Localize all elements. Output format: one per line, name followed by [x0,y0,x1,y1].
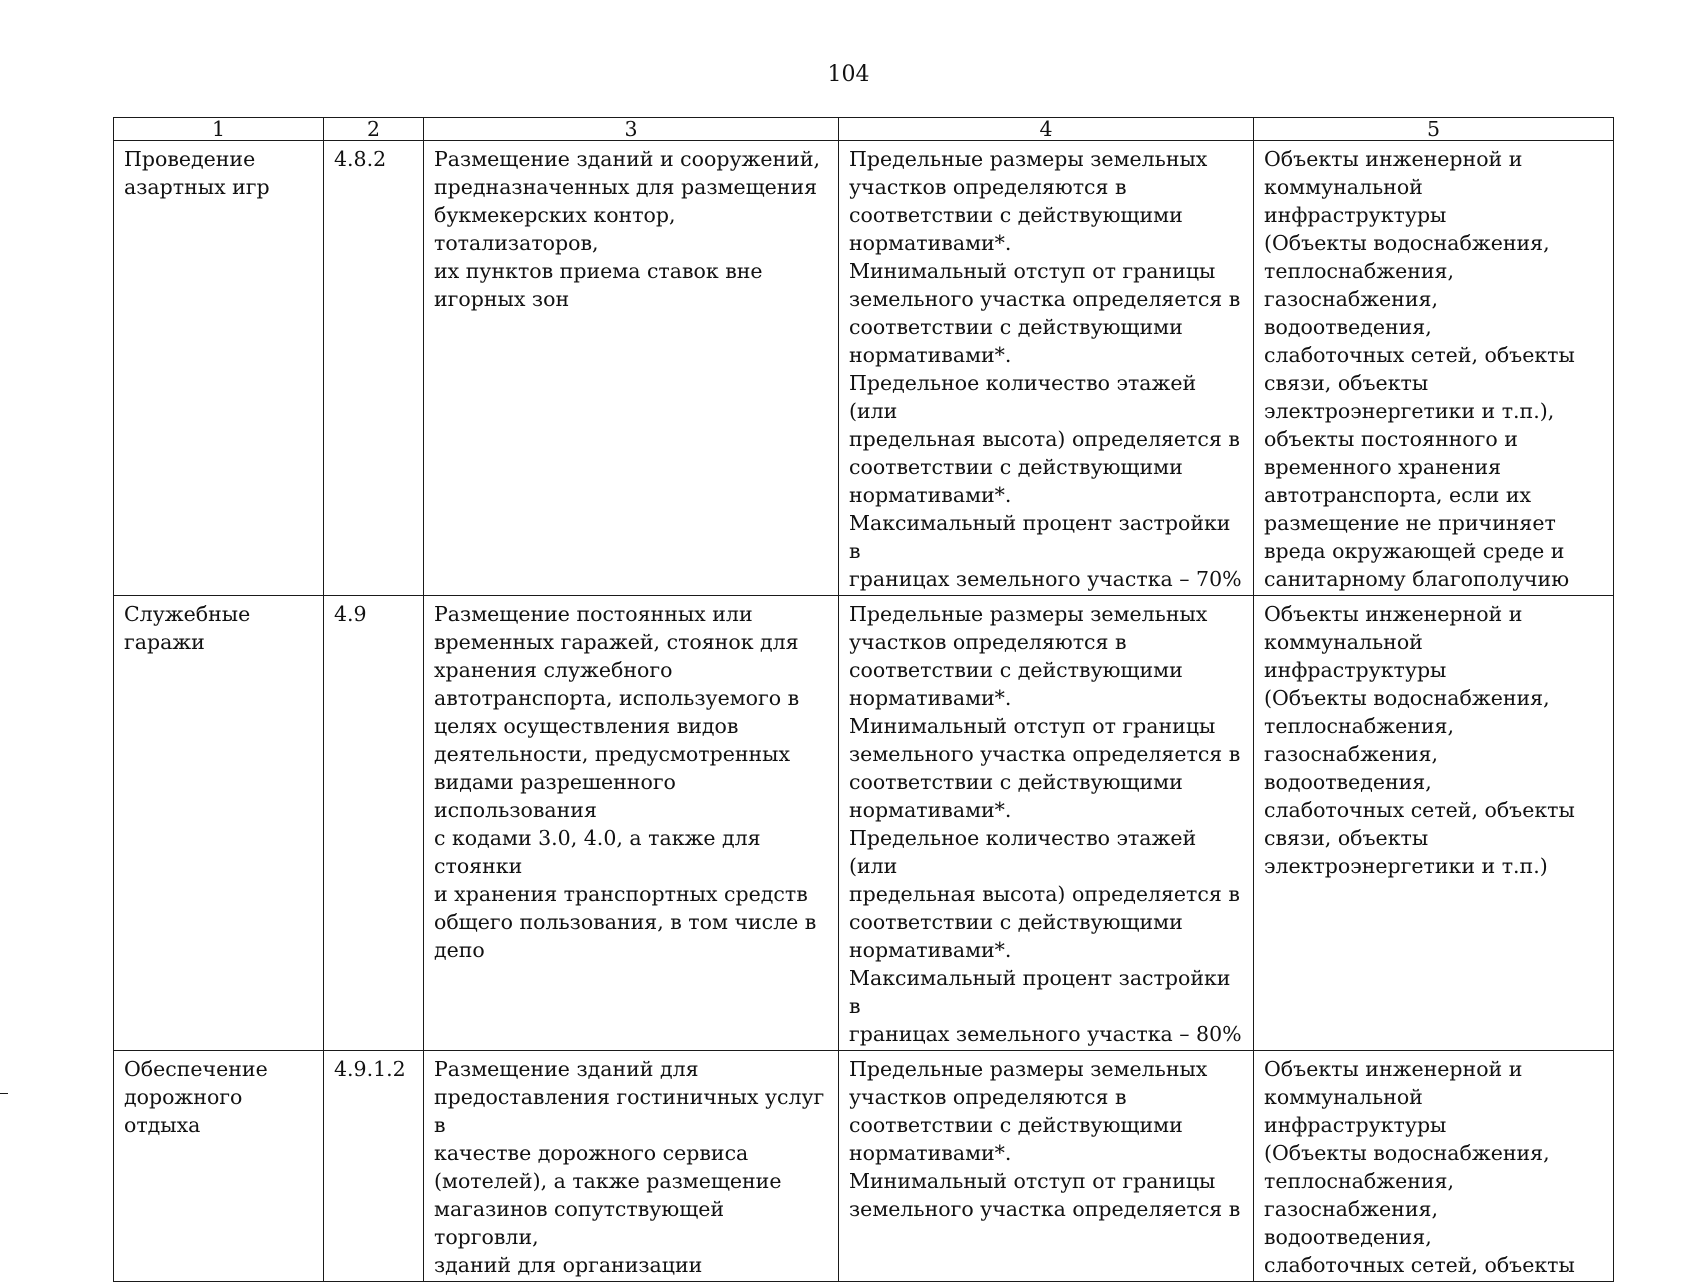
use-code-cell: 4.8.2 [324,141,424,596]
use-name-cell: Служебные гаражи [114,596,324,1051]
column-header-5: 5 [1254,118,1614,141]
zoning-table [113,117,1614,1282]
use-description-cell: Размещение постоянных или временных гаражей, стоянок для хранения служебного автотранспорта, используемого в целях осуществления видов деятельности, предусмотренных видами разрешенного использования с кодами 3.0, 4.0, а также для стоянки и хранения транспортных средств общего пользования, в том числе в депо [424,596,839,1051]
header-row [114,118,1614,141]
auxiliary-uses-cell: Объекты инженерной и коммунальной инфраструктуры (Объекты водоснабжения, теплоснабжения, газоснабжения, водоотведения, слаботочных сетей, объекты связи, объекты электроэнергетики и т.п.), объекты постоянного и временного хранения автотранспорта, если их размещение не причиняет вреда окружающей среде и санитарному благополучию [1254,141,1614,596]
table-row [114,141,1614,596]
column-header-4: 4 [839,118,1254,141]
margin-mark [0,1093,8,1094]
parameters-cell: Предельные размеры земельных участков определяются в соответствии с действующими нормативами*. Минимальный отступ от границы земельного участка определяется в [839,1051,1254,1282]
use-description-cell: Размещение зданий для предоставления гостиничных услуг в качестве дорожного сервиса (мотелей), а также размещение магазинов сопутствующей торговли, зданий для организации [424,1051,839,1282]
auxiliary-uses-cell: Объекты инженерной и коммунальной инфраструктуры (Объекты водоснабжения, теплоснабжения, газоснабжения, водоотведения, слаботочных сетей, объекты связи, объекты электроэнергетики и т.п.) [1254,596,1614,1051]
use-name-cell: Обеспечение дорожного отдыха [114,1051,324,1282]
auxiliary-uses-cell: Объекты инженерной и коммунальной инфраструктуры (Объекты водоснабжения, теплоснабжения, газоснабжения, водоотведения, слаботочных сетей, объекты [1254,1051,1614,1282]
table-row [114,596,1614,1051]
use-code-cell: 4.9.1.2 [324,1051,424,1282]
page-number: 104 [827,62,870,87]
table-row [114,1051,1614,1282]
column-header-2: 2 [324,118,424,141]
parameters-cell: Предельные размеры земельных участков определяются в соответствии с действующими нормативами*. Минимальный отступ от границы земельного участка определяется в соответствии с действующими нормативами*. Предельное количество этажей (или предельная высота) определяется в соответствии с действующими нормативами*. Максимальный процент застройки в границах земельного участка – 70% [839,141,1254,596]
use-name-cell: Проведение азартных игр [114,141,324,596]
column-header-1: 1 [114,118,324,141]
use-code-cell: 4.9 [324,596,424,1051]
column-header-3: 3 [424,118,839,141]
parameters-cell: Предельные размеры земельных участков определяются в соответствии с действующими нормативами*. Минимальный отступ от границы земельного участка определяется в соответствии с действующими нормативами*. Предельное количество этажей (или предельная высота) определяется в соответствии с действующими нормативами*. Максимальный процент застройки в границах земельного участка – 80% [839,596,1254,1051]
use-description-cell: Размещение зданий и сооружений, предназначенных для размещения букмекерских контор, тотализаторов, их пунктов приема ставок вне игорных зон [424,141,839,596]
